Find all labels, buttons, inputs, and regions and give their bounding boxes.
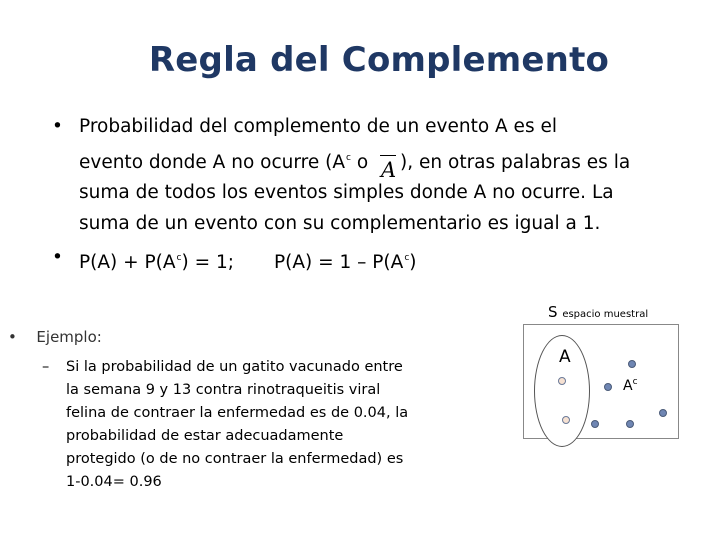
sample-point-in-a <box>558 377 566 385</box>
sample-point-out <box>604 383 612 391</box>
complement-label <box>623 377 638 394</box>
overline <box>380 155 396 156</box>
a-bar-symbol <box>374 150 400 182</box>
bullet-1-line-3 <box>52 178 692 209</box>
sample-point-out <box>591 420 599 428</box>
bullet-1-text-f: suma de un evento con su complementario es igual a 1. <box>79 212 601 234</box>
sample-point-in-a <box>562 416 570 424</box>
bullet-1-text-b: evento donde A no ocurre (A <box>79 151 345 173</box>
ejemplo-line: probabilidad de estar adecuadamente <box>66 428 344 444</box>
bullet-dot: • <box>52 116 63 137</box>
ejemplo-label: Ejemplo: <box>36 328 102 346</box>
bullet-1-line-4 <box>52 209 692 240</box>
bullet-dot: • <box>52 247 63 268</box>
complement-superscript: c <box>632 377 638 387</box>
sample-point-out <box>628 360 636 368</box>
sample-point-out <box>626 420 634 428</box>
bullet-1-text-d: ), en otras palabras es la <box>400 151 631 173</box>
complement-superscript: c <box>176 253 182 263</box>
ejemplo-text <box>66 356 482 494</box>
dash-glyph: – <box>42 359 50 375</box>
bullet-2-text-b: ) = 1; <box>181 252 234 273</box>
sample-space-label <box>548 303 648 321</box>
s-letter: S <box>548 303 558 321</box>
ejemplo-heading <box>8 328 102 346</box>
bullet-list <box>52 112 692 279</box>
bullet-1-line-1 <box>52 112 692 143</box>
bullet-1-line-2 <box>52 143 692 182</box>
complement-superscript: c <box>404 253 410 263</box>
bullet-1-text-a: Probabilidad del complemento de un evento A es el <box>79 116 557 137</box>
ejemplo-line: felina de contraer la enfermedad es de 0.04, la <box>66 405 409 421</box>
bullet-2-line <box>52 243 692 279</box>
slide-title: Regla del Complemento <box>148 40 610 80</box>
ejemplo-line: 1-0.04= 0.96 <box>66 474 162 490</box>
bullet-2-text-a: P(A) + P(A <box>79 252 176 273</box>
ejemplo-line: protegido (o de no contraer la enfermedad) es <box>66 451 404 467</box>
venn-diagram <box>523 324 679 439</box>
bullet-1-text-e: suma de todos los eventos simples donde A no ocurre. La <box>79 182 614 203</box>
sample-space-desc: espacio muestral <box>562 309 649 320</box>
ejemplo-line: la semana 9 y 13 contra rinotraqueitis viral <box>66 382 381 398</box>
ejemplo-subitem <box>42 356 482 494</box>
complement-superscript: c <box>345 152 351 163</box>
bullet-2-text-c: P(A) = 1 – P(A <box>273 252 404 273</box>
ejemplo-line: Si la probabilidad de un gatito vacunado entre <box>66 359 403 375</box>
bullet-dot: • <box>8 328 17 346</box>
bullet-2-text-d: ) <box>409 252 417 273</box>
complement-letter: A <box>623 378 633 394</box>
event-a-label: A <box>559 347 571 367</box>
bullet-1-text-c: o <box>350 151 375 173</box>
a-bar-letter: A <box>381 157 397 182</box>
sample-point-out <box>659 409 667 417</box>
